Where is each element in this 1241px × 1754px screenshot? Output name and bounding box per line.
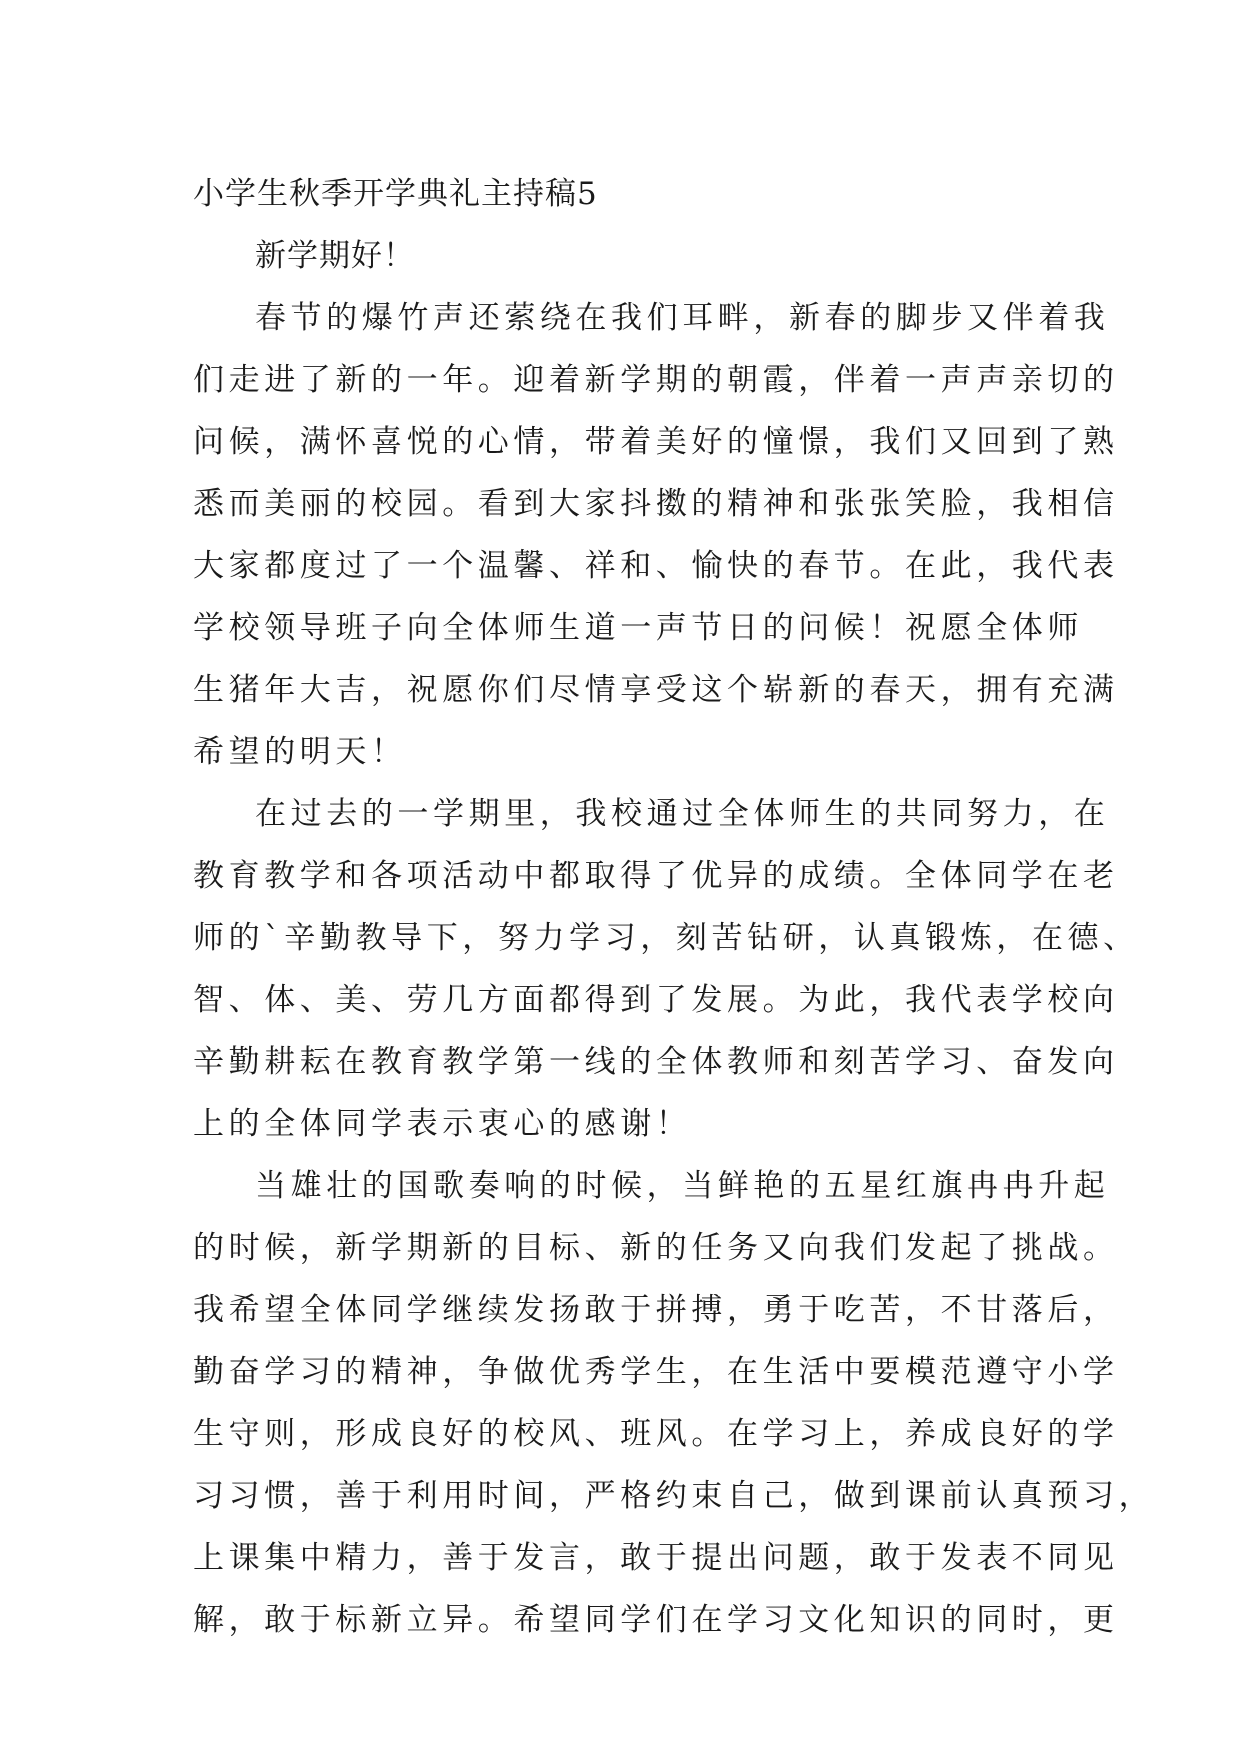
text-line: 大家都度过了一个温馨、祥和、愉快的春节。在此，我代表: [193, 548, 1119, 584]
text-line: 当雄壮的国歌奏响的时候，当鲜艳的五星红旗冉冉升起: [255, 1168, 1110, 1204]
text-line: 的时候，新学期新的目标、新的任务又向我们发起了挑战。: [193, 1230, 1119, 1266]
text-line: 师的`辛勤教导下，努力学习，刻苦钻研，认真锻炼，在德、: [193, 920, 1139, 956]
text-line: 在过去的一学期里，我校通过全体师生的共同努力，在: [255, 796, 1110, 832]
text-line: 生守则，形成良好的校风、班风。在学习上，养成良好的学: [193, 1416, 1119, 1452]
document-page: [193, 163, 1155, 1651]
text-line: 悉而美丽的校园。看到大家抖擞的精神和张张笑脸，我相信: [193, 486, 1119, 522]
text-line: 辛勤耕耘在教育教学第一线的全体教师和刻苦学习、奋发向: [193, 1044, 1119, 1080]
text-line: 智、体、美、劳几方面都得到了发展。为此，我代表学校向: [193, 982, 1119, 1018]
greeting-line: 新学期好！: [255, 238, 415, 274]
text-line: 希望的明天！: [193, 734, 407, 770]
text-line: 上课集中精力，善于发言，敢于提出问题，敢于发表不同见: [193, 1540, 1119, 1576]
paragraph-1: [193, 287, 1119, 783]
text-line: 上的全体同学表示衷心的感谢！: [193, 1106, 692, 1142]
text-line: 们走进了新的一年。迎着新学期的朝霞，伴着一声声亲切的: [193, 362, 1119, 398]
text-line: 学校领导班子向全体师生道一声节日的问候！祝愿全体师: [193, 610, 1083, 646]
paragraph-2: [193, 783, 1139, 1155]
text-line: 勤奋学习的精神，争做优秀学生，在生活中要模范遵守小学: [193, 1354, 1119, 1390]
document-title: 小学生秋季开学典礼主持稿5: [193, 176, 598, 212]
text-line: 解，敢于标新立异。希望同学们在学习文化知识的同时，更: [193, 1602, 1119, 1638]
text-line: 习习惯，善于利用时间，严格约束自己，做到课前认真预习，: [193, 1478, 1155, 1514]
text-line: 生猪年大吉，祝愿你们尽情享受这个崭新的春天，拥有充满: [193, 672, 1119, 708]
text-line: 我希望全体同学继续发扬敢于拼搏，勇于吃苦，不甘落后，: [193, 1292, 1119, 1328]
text-line: 春节的爆竹声还萦绕在我们耳畔，新春的脚步又伴着我: [255, 300, 1110, 336]
paragraph-3: [193, 1155, 1155, 1651]
text-line: 问候，满怀喜悦的心情，带着美好的憧憬，我们又回到了熟: [193, 424, 1119, 460]
text-line: 教育教学和各项活动中都取得了优异的成绩。全体同学在老: [193, 858, 1119, 894]
